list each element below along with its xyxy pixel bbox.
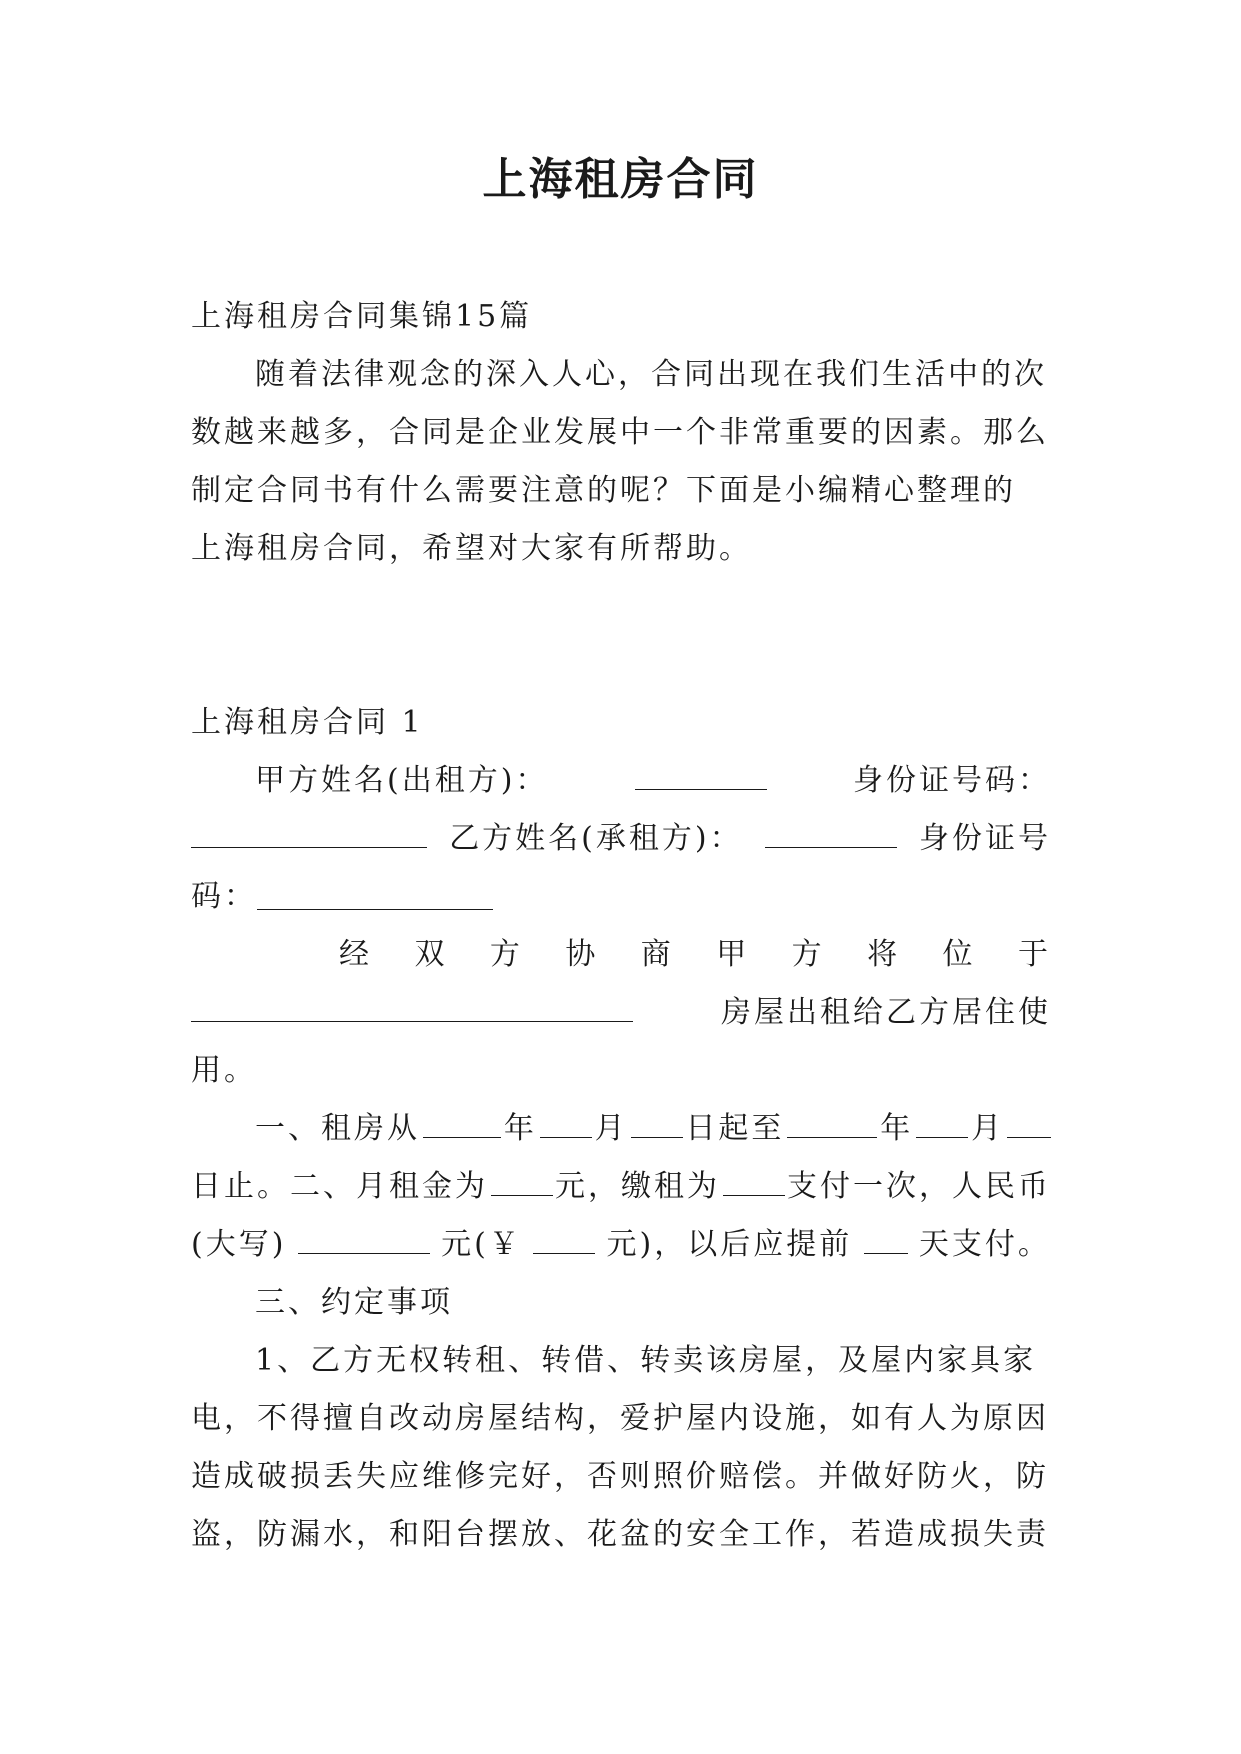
term-text: 年 bbox=[503, 1111, 537, 1146]
start-day-blank bbox=[631, 1109, 683, 1138]
term-text: 元，缴租为 bbox=[555, 1169, 720, 1204]
location-char: 位 bbox=[942, 937, 976, 972]
section-title: 上海租房合同 1 bbox=[191, 705, 424, 740]
payment-period-blank bbox=[723, 1167, 785, 1196]
document-title: 上海租房合同 bbox=[482, 154, 759, 205]
term-line-3 bbox=[191, 1216, 1051, 1274]
agreement-title: 三、约定事项 bbox=[255, 1285, 453, 1320]
location-char: 经 bbox=[339, 937, 372, 972]
location-char: 商 bbox=[640, 937, 674, 972]
start-year-blank bbox=[423, 1109, 501, 1138]
tenant-name-label: 乙方姓名(承租方)： bbox=[449, 821, 743, 856]
location-char: 双 bbox=[414, 937, 448, 972]
term-text: 天支付。 bbox=[918, 1227, 1051, 1262]
tenant-name-blank bbox=[765, 819, 897, 848]
intro-line-3: 制定合同书有什么需要注意的呢？下面是小编精心整理的 bbox=[191, 473, 1016, 508]
landlord-id-blank bbox=[191, 819, 427, 848]
collection-subtitle: 上海租房合同集锦15篇 bbox=[191, 299, 533, 334]
term-text: 元(￥ bbox=[441, 1227, 522, 1262]
tenant-id-blank bbox=[257, 881, 493, 910]
term-text: 月 bbox=[594, 1111, 628, 1146]
end-month-blank bbox=[916, 1109, 968, 1138]
location-char: 将 bbox=[867, 937, 901, 972]
location-line-1 bbox=[191, 926, 1051, 984]
term-text: 一、租房从 bbox=[255, 1111, 420, 1146]
clause1-line-1: 1、乙方无权转租、转借、转卖该房屋，及屋内家具家 bbox=[255, 1343, 1037, 1378]
term-line-1 bbox=[191, 1100, 1051, 1158]
location-char: 甲 bbox=[716, 937, 750, 972]
intro-line-1: 随着法律观念的深入人心，合同出现在我们生活中的次 bbox=[255, 357, 1047, 392]
term-text: 日止。二、月租金为 bbox=[191, 1169, 488, 1204]
tenant-id-label-b: 码： bbox=[191, 879, 257, 914]
spacer bbox=[191, 636, 1051, 694]
location-char: 方 bbox=[489, 937, 523, 972]
spacer bbox=[191, 578, 1051, 636]
intro-line-2: 数越来越多，合同是企业发展中一个非常重要的因素。那么 bbox=[191, 415, 1049, 450]
term-text: 年 bbox=[880, 1111, 914, 1146]
location-line-3: 用。 bbox=[191, 1053, 257, 1088]
document-body bbox=[191, 288, 1051, 1564]
location-line-2 bbox=[191, 984, 1051, 1042]
landlord-name-label: 甲方姓名(出租方)： bbox=[255, 763, 549, 798]
location-char: 协 bbox=[565, 937, 599, 972]
landlord-name-blank bbox=[635, 761, 767, 790]
start-month-blank bbox=[540, 1109, 592, 1138]
amount-words-blank bbox=[298, 1225, 430, 1254]
party-line-1 bbox=[191, 752, 1051, 810]
landlord-id-label: 身份证号码： bbox=[852, 763, 1051, 798]
location-char: 方 bbox=[791, 937, 825, 972]
party-line-3 bbox=[191, 868, 1051, 926]
term-text: 元)，以后应提前 bbox=[606, 1227, 853, 1262]
rent-amount-blank bbox=[491, 1167, 553, 1196]
intro-line-4: 上海租房合同，希望对大家有所帮助。 bbox=[191, 531, 752, 566]
clause1-line-4: 盗，防漏水，和阳台摆放、花盆的安全工作，若造成损失责 bbox=[191, 1517, 1049, 1552]
clause1-line-2: 电，不得擅自改动房屋结构，爱护屋内设施，如有人为原因 bbox=[191, 1401, 1049, 1436]
tenant-id-label-a: 身份证号 bbox=[918, 821, 1051, 856]
term-text: (大写) bbox=[191, 1227, 287, 1262]
address-blank bbox=[191, 993, 633, 1022]
term-text: 月 bbox=[971, 1111, 1005, 1146]
end-year-blank bbox=[787, 1109, 877, 1138]
term-text: 日起至 bbox=[685, 1111, 785, 1146]
location-suffix: 房屋出租给乙方居住使 bbox=[721, 995, 1051, 1030]
term-text: 支付一次，人民币 bbox=[787, 1169, 1051, 1204]
end-day-blank bbox=[1007, 1109, 1051, 1138]
party-line-2 bbox=[191, 810, 1051, 868]
term-line-2 bbox=[191, 1158, 1051, 1216]
clause1-line-3: 造成破损丢失应维修完好，否则照价赔偿。并做好防火，防 bbox=[191, 1459, 1049, 1494]
amount-number-blank bbox=[533, 1225, 595, 1254]
advance-days-blank bbox=[864, 1225, 908, 1254]
location-char: 于 bbox=[1017, 937, 1051, 972]
